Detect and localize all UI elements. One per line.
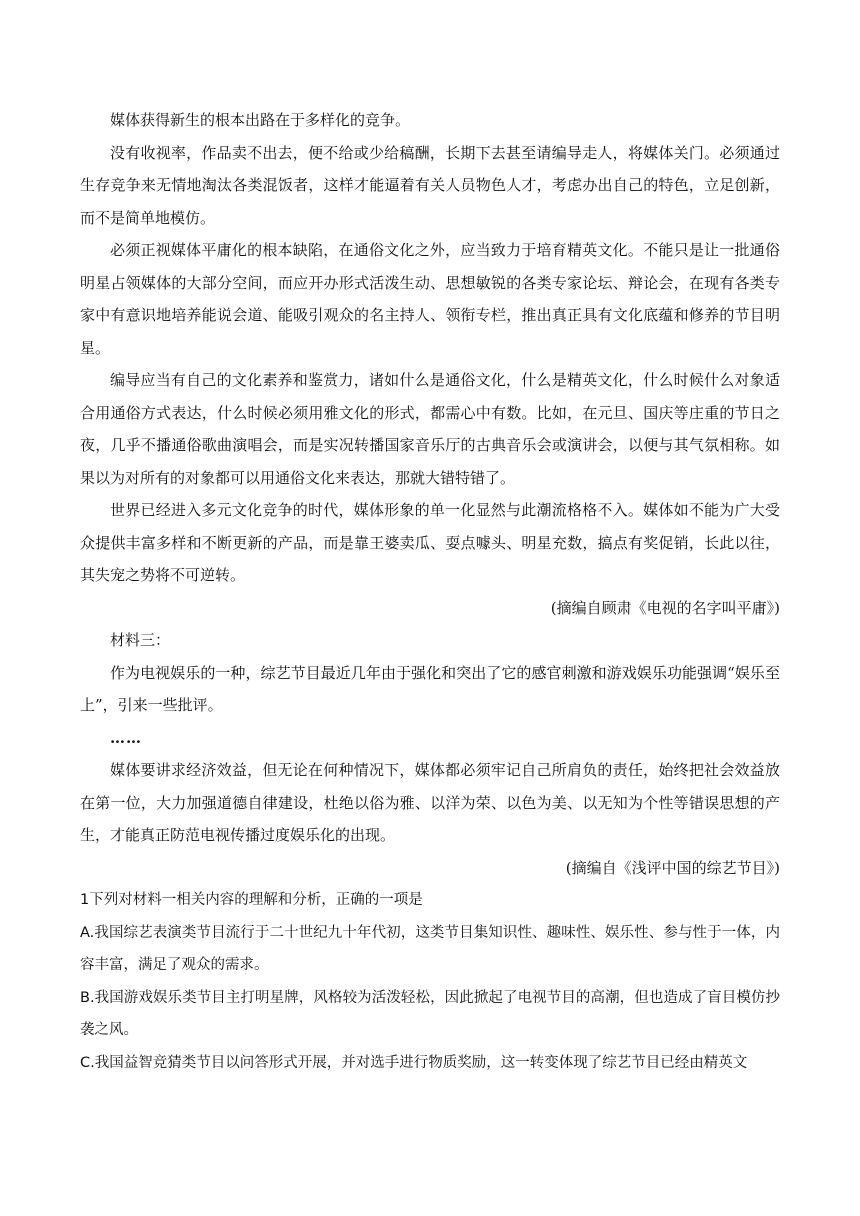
paragraph: 编导应当有自己的文化素养和鉴赏力，诸如什么是通俗文化，什么是精英文化，什么时候什么对象适合用通俗方式表达，什么时候必须用雅文化的形式，都需心中有数。比如，在元旦、国庆等庄重的节日之夜，几乎不播通俗歌曲演唱会，而是实况转播国家音乐厅的古典音乐会或演讲会，以便与其气氛相称。如果以为对所有的对象都可以用通俗文化来表达，那就大错特错了。 xyxy=(80,371,780,487)
ellipsis: …… xyxy=(110,728,142,747)
source-citation: (摘编自顾肃《电视的名字叫平庸》) xyxy=(550,598,780,617)
question-stem: 1下列对材料一相关内容的理解和分析，正确的一项是 xyxy=(80,892,423,908)
paragraph: 世界已经进入多元文化竞争的时代，媒体形象的单一化显然与此潮流格格不入。媒体如不能为广大受众提供丰富多样和不断更新的产品，而是靠王婆卖瓜、耍点噱头、明星充数，搞点有奖促销，长此以往，其失宠之势将不可逆转。 xyxy=(80,501,780,584)
paragraph: 作为电视娱乐的一种，综艺节目最近几年由于强化和突出了它的感官刺激和游戏娱乐功能强调“娱乐至上”，引来一些批评。 xyxy=(80,663,780,714)
paragraph: 媒体获得新生的根本出路在于多样化的竞争。 xyxy=(110,111,411,129)
option-b: B.我国游戏娱乐类节目主打明星牌，风格较为活泼轻松，因此掀起了电视节目的高潮，但也造成了盲目模仿抄袭之风。 xyxy=(80,989,780,1038)
paragraph: 媒体要讲求经济效益，但无论在何种情况下，媒体都必须牢记自己所肩负的责任，始终把社会效益放在第一位，大力加强道德自律建设，杜绝以俗为雅、以洋为荣、以色为美、以无知为个性等错误思想的产生，才能真正防范电视传播过度娱乐化的出现。 xyxy=(80,761,780,844)
option-c: C.我国益智竞猜类节目以问答形式开展，并对选手进行物质奖励，这一转变体现了综艺节目已经由精英文 xyxy=(80,1054,748,1071)
paragraph: 必须正视媒体平庸化的根本缺陷，在通俗文化之外，应当致力于培育精英文化。不能只是让一批通俗明星占领媒体的大部分空间，而应开办形式活泼生动、思想敏锐的各类专家论坛、辩论会，在现有各类专家中有意识地培养能说会道、能吸引观众的名主持人、领衔专栏，推出真正具有文化底蕴和修养的节目明星。 xyxy=(80,241,780,357)
document-page xyxy=(80,104,780,1079)
paragraph: 没有收视率，作品卖不出去，便不给或少给稿酬，长期下去甚至请编导走人，将媒体关门。必须通过生存竞争来无情地淘汰各类混饭者，这样才能逼着有关人员物色人才，考虑办出自己的特色，立足创新，而不是简单地模仿。 xyxy=(80,143,780,227)
material-heading: 材料三： xyxy=(110,631,171,649)
option-a: A.我国综艺表演类节目流行于二十世纪九十年代初，这类节目集知识性、趣味性、娱乐性、参与性于一体，内容丰富，满足了观众的需求。 xyxy=(80,924,780,973)
source-citation: (摘编自《浅评中国的综艺节目》) xyxy=(565,858,780,877)
